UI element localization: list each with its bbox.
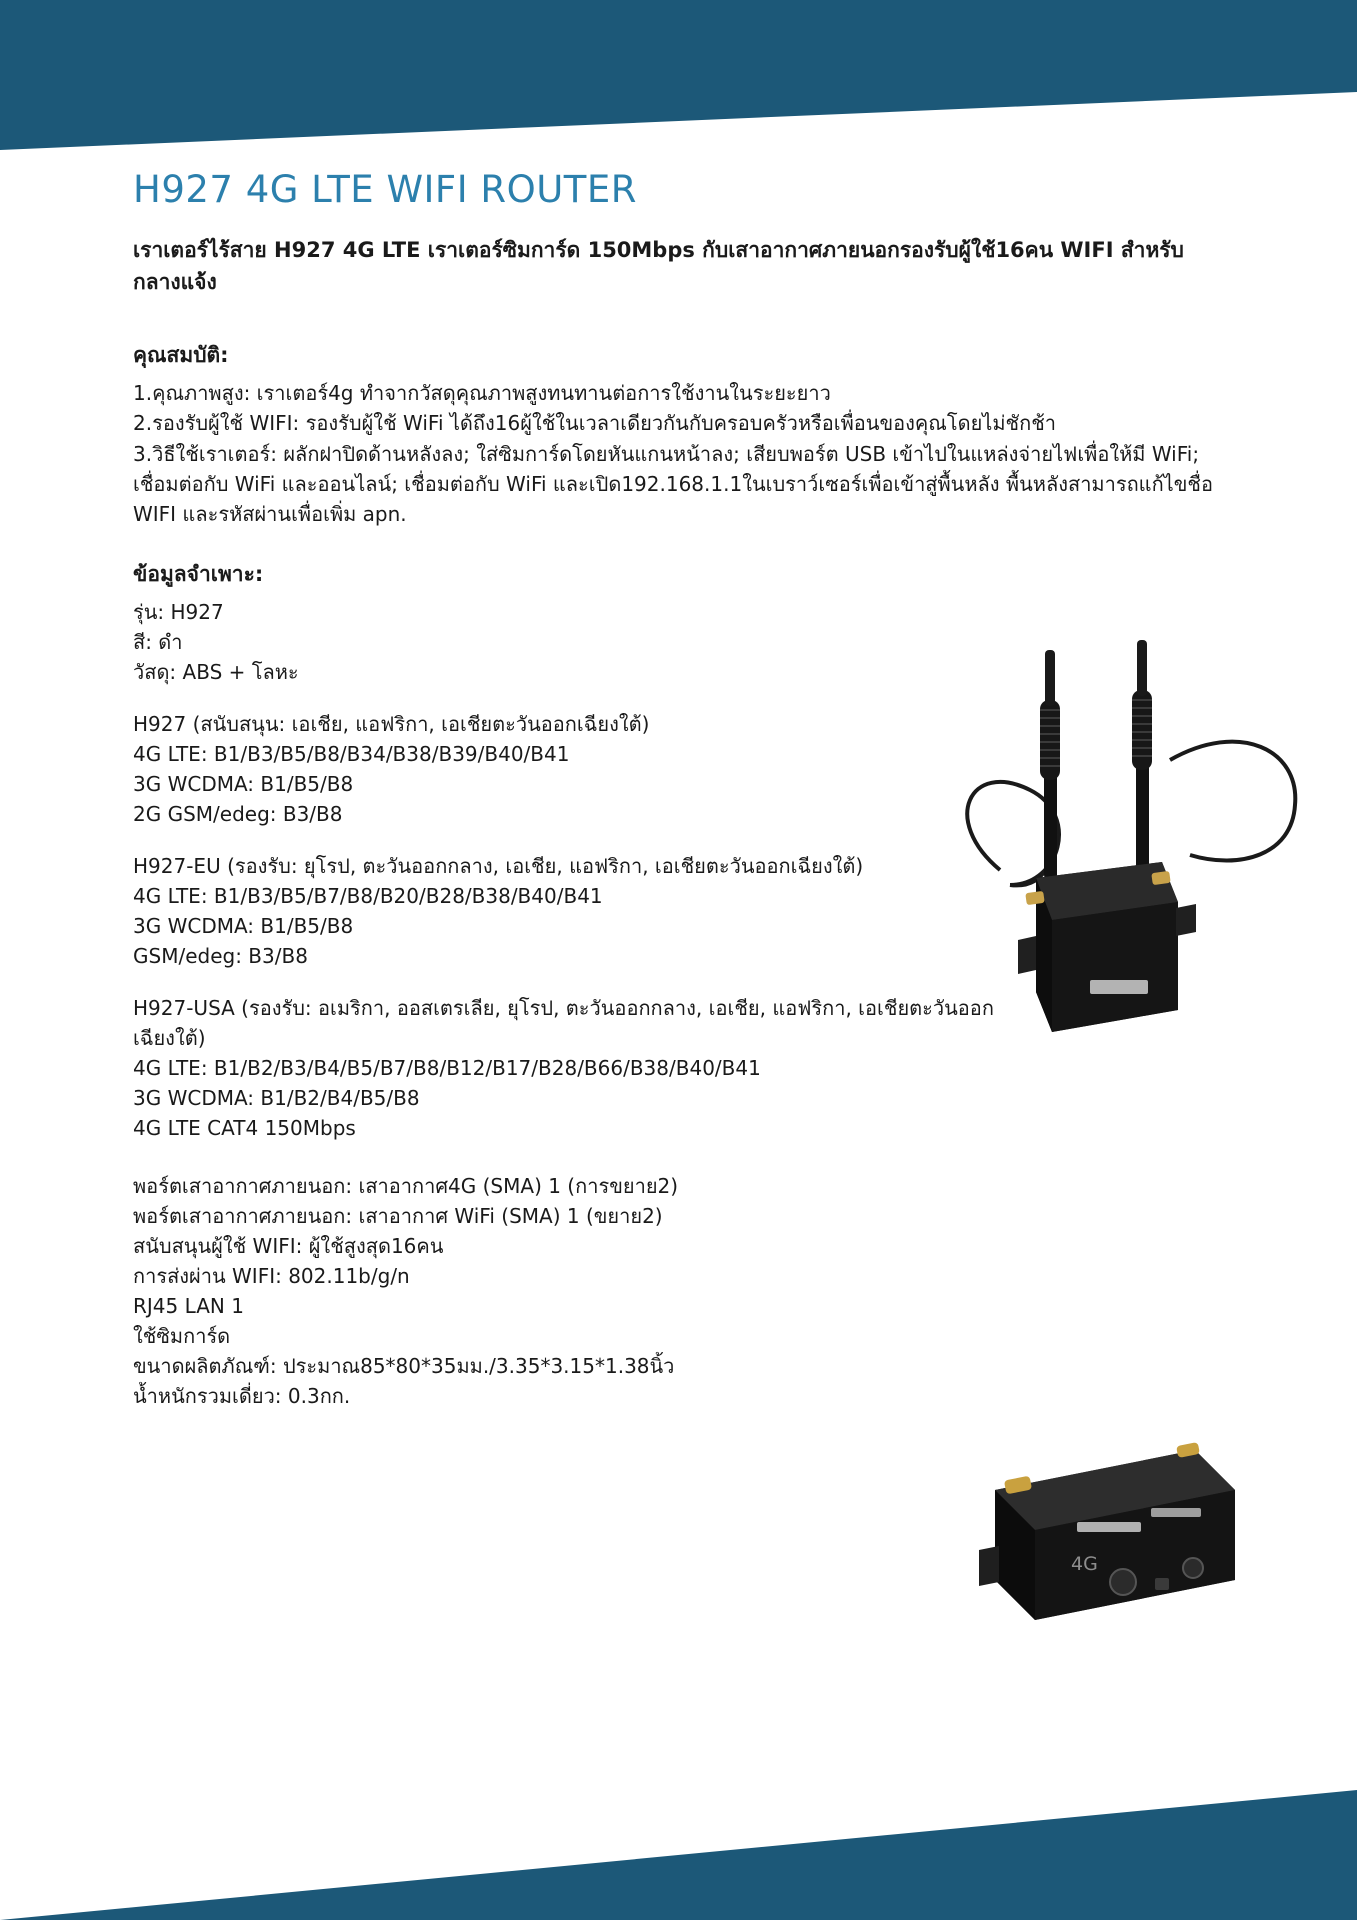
band-line: 2G GSM/edeg: B3/B8 bbox=[133, 801, 343, 826]
spec-line: น้ำหนักรวมเดี่ยว: 0.3กก. bbox=[133, 1383, 351, 1408]
specifications-section bbox=[133, 558, 1033, 1411]
band-line: GSM/edeg: B3/B8 bbox=[133, 943, 308, 968]
band-line: 3G WCDMA: B1/B5/B8 bbox=[133, 913, 354, 938]
top-banner-decoration bbox=[0, 0, 1357, 150]
spec-line: สี: ดำ bbox=[133, 629, 183, 654]
features-heading: คุณสมบัติ: bbox=[133, 342, 229, 367]
variant-usa-block bbox=[133, 993, 1013, 1143]
document-content bbox=[133, 168, 1233, 1411]
features-section bbox=[133, 339, 1233, 530]
band-line: 4G LTE CAT4 150Mbps bbox=[133, 1115, 356, 1140]
variant-eu-block bbox=[133, 851, 1033, 971]
spec-line: พอร์ตเสาอากาศภายนอก: เสาอากาศ4G (SMA) 1 (การขยาย2) bbox=[133, 1173, 679, 1198]
specs-heading: ข้อมูลจำเพาะ: bbox=[133, 561, 264, 586]
svg-text:4G: 4G bbox=[1071, 1553, 1098, 1575]
ports-and-sizes-block bbox=[133, 1171, 1033, 1411]
variant-title: H927-EU (รองรับ: ยุโรป, ตะวันออกกลาง, เอเชีย, แอฟริกา, เอเชียตะวันออกเฉียงใต้) bbox=[133, 853, 864, 878]
product-subtitle: เราเตอร์ไร้สาย H927 4G LTE เราเตอร์ซิมการ์ด 150Mbps กับเสาอากาศภายนอกรองรับผู้ใช้16คน WIFI สำหรับกลางแจ้ง bbox=[133, 238, 1184, 294]
spec-line: วัสดุ: ABS + โลหะ bbox=[133, 659, 299, 684]
spec-line: พอร์ตเสาอากาศภายนอก: เสาอากาศ WiFi (SMA) 1 (ขยาย2) bbox=[133, 1203, 663, 1228]
feature-item: 1.คุณภาพสูง: เราเตอร์4g ทำจากวัสดุคุณภาพสูงทนทานต่อการใช้งานในระยะยาว bbox=[133, 380, 831, 405]
spec-line: RJ45 LAN 1 bbox=[133, 1293, 244, 1318]
variant-title: H927 (สนับสนุน: เอเชีย, แอฟริกา, เอเชียตะวันออกเฉียงใต้) bbox=[133, 711, 650, 736]
band-line: 4G LTE: B1/B2/B3/B4/B5/B7/B8/B12/B17/B28/B66/B38/B40/B41 bbox=[133, 1055, 761, 1080]
spec-line: สนับสนุนผู้ใช้ WIFI: ผู้ใช้สูงสุด16คน bbox=[133, 1233, 444, 1258]
band-line: 4G LTE: B1/B3/B5/B8/B34/B38/B39/B40/B41 bbox=[133, 741, 570, 766]
spec-line: รุ่น: H927 bbox=[133, 599, 224, 624]
spec-line: ใช้ซิมการ์ด bbox=[133, 1323, 231, 1348]
variant-title: H927-USA (รองรับ: อเมริกา, ออสเตรเลีย, ยุโรป, ตะวันออกกลาง, เอเชีย, แอฟริกา, เอเชียตะวันออกเฉียงใต้) bbox=[133, 995, 994, 1050]
bottom-wedge-decoration bbox=[0, 1730, 1357, 1920]
feature-item: 2.รองรับผู้ใช้ WIFI: รองรับผู้ใช้ WiFi ได้ถึง16ผู้ใช้ในเวลาเดียวกันกับครอบครัวหรือเพื่อนของคุณโดยไม่ชักช้า bbox=[133, 411, 1057, 436]
spec-line: ขนาดผลิตภัณฑ์: ประมาณ85*80*35มม./3.35*3.15*1.38นิ้ว bbox=[133, 1353, 675, 1378]
spec-line: การส่งผ่าน WIFI: 802.11b/g/n bbox=[133, 1263, 410, 1288]
page-title: H927 4G LTE WIFI ROUTER bbox=[133, 168, 637, 211]
router-front-ports-photo bbox=[965, 1430, 1265, 1630]
band-line: 3G WCDMA: B1/B2/B4/B5/B8 bbox=[133, 1085, 420, 1110]
band-line: 3G WCDMA: B1/B5/B8 bbox=[133, 771, 354, 796]
variant-asia-block bbox=[133, 709, 1033, 829]
feature-item: 3.วิธีใช้เราเตอร์: ผลักฝาปิดด้านหลังลง; ใส่ซิมการ์ดโดยหันแกนหน้าลง; เสียบพอร์ต USB เข้าไปในแหล่งจ่ายไฟเพื่อให้มี WiFi; เชื่อมต่อกับ WiFi และออนไลน์; เชื่อมต่อกับ WiFi และเปิด192.168.1.1ในเบราว์เซอร์เพื่อเข้าสู่พื้นหลัง พื้นหลังสามารถแก้ไขชื่อ WIFI และรหัสผ่านเพื่อเพิ่ม apn. bbox=[133, 441, 1213, 527]
band-line: 4G LTE: B1/B3/B5/B7/B8/B20/B28/B38/B40/B41 bbox=[133, 883, 603, 908]
